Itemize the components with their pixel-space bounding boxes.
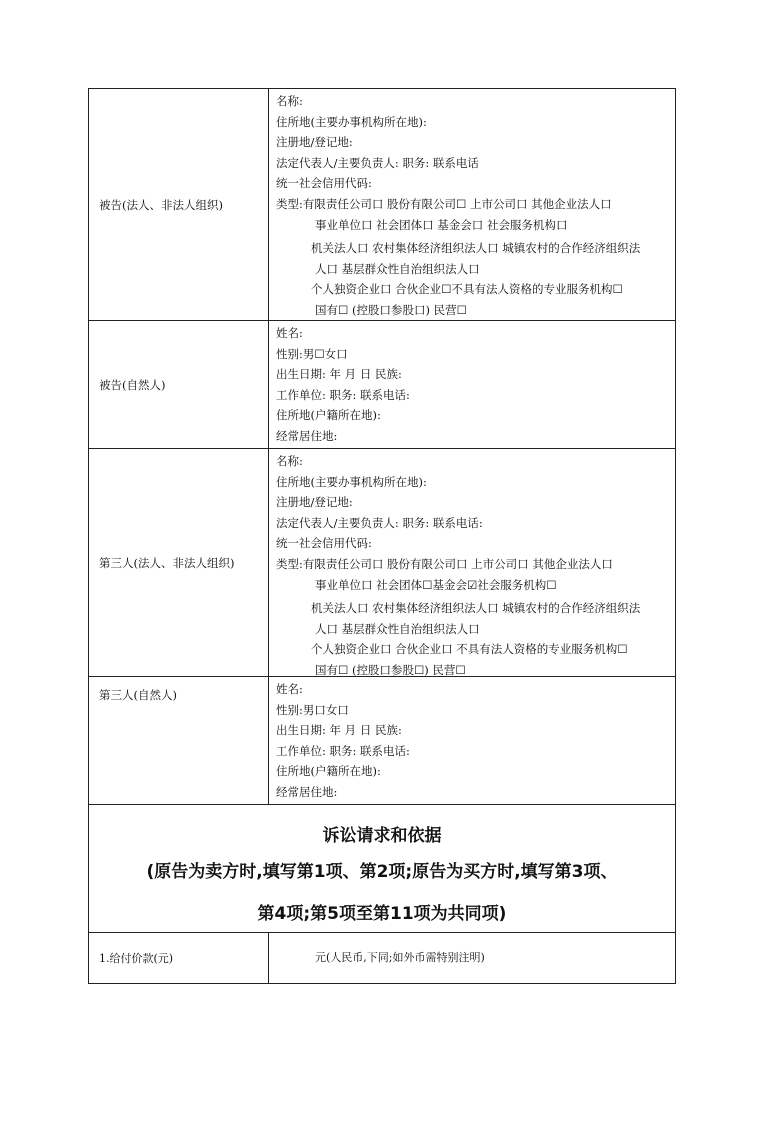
field-registered-address: 注册地/登记地: — [276, 495, 353, 510]
third-party-person-label: 第三人(自然人) — [89, 677, 269, 804]
field-gender: 性别:男☐女口 — [276, 346, 348, 361]
claims-subtitle-line-1: (原告为卖方时,填写第1项、第2项;原告为买方时,填写第3项、 — [146, 862, 618, 882]
item-1-value: 元(人民币,下同;如外币需特别注明) — [315, 951, 485, 964]
field-type: 类型:有限责任公司口 股份有限公司口 上市公司口 其他企业法人口 — [276, 556, 613, 571]
field-employer: 工作单位: 职务: 联系电话: — [276, 387, 410, 402]
third-party-org-label: 第三人(法人、非法人组织) — [89, 449, 269, 676]
defendant-org-fields — [269, 89, 675, 320]
defendant-person-label: 被告(自然人) — [89, 321, 269, 448]
field-credit-code: 统一社会信用代码: — [276, 536, 372, 551]
item-1-row — [89, 933, 675, 983]
field-legal-rep: 法定代表人/主要负责人: 职务: 联系电话 — [276, 155, 479, 170]
third-party-org-row — [89, 449, 675, 677]
field-registered-address: 注册地/登记地: — [276, 135, 353, 150]
field-type-cont: 机关法人口 农村集体经济组织法人口 城镇农村的合作经济组织法 — [311, 241, 641, 256]
claims-subtitle-line-2: 第4项;第5项至第11项为共同项) — [257, 904, 507, 924]
field-type-cont: 个人独资企业口 合伙企业☐不具有法人资格的专业服务机构☐ — [311, 282, 623, 297]
field-domicile: 住所地(户籍所在地): — [276, 764, 381, 779]
third-party-person-row — [89, 677, 675, 805]
field-address: 住所地(主要办事机构所在地): — [276, 474, 427, 489]
field-legal-rep: 法定代表人/主要负责人: 职务: 联系电话: — [276, 515, 483, 530]
defendant-person-fields — [269, 321, 675, 448]
field-employer: 工作单位: 职务: 联系电话: — [276, 743, 410, 758]
claims-heading-row — [89, 805, 675, 933]
field-address: 住所地(主要办事机构所在地): — [276, 114, 427, 129]
claims-title: 诉讼请求和依据 — [322, 826, 442, 846]
field-type-cont: 国有☐ (控股口参股口) 民营☐ — [315, 302, 467, 317]
field-name: 名称: — [276, 94, 303, 108]
field-residence: 经常居住地: — [276, 428, 338, 443]
complaint-form-table — [88, 88, 676, 984]
field-type-cont: 事业单位口 社会团体口 基金会口 社会服务机构口 — [315, 217, 568, 232]
field-type-cont: 个人独资企业口 合伙企业口 不具有法人资格的专业服务机构☐ — [311, 642, 628, 657]
field-type-cont: 人口 基层群众性自治组织法人口 — [315, 621, 480, 636]
field-person-name: 姓名: — [276, 326, 303, 340]
field-gender: 性别:男口女口 — [276, 702, 349, 717]
defendant-org-label: 被告(法人、非法人组织) — [89, 89, 269, 320]
field-type-cont: 国有☐ (控股口参股☐) 民营☐ — [315, 662, 466, 677]
field-type-cont: 事业单位口 社会团体☐基金会☑社会服务机构☐ — [315, 577, 557, 592]
third-party-person-fields — [269, 677, 675, 804]
field-residence: 经常居住地: — [276, 784, 338, 799]
item-1-label: 1.给付价款(元) — [89, 933, 269, 983]
defendant-org-row — [89, 89, 675, 321]
field-birthdate: 出生日期: 年 月 日 民族: — [276, 723, 402, 738]
field-type-cont: 人口 基层群众性自治组织法人口 — [315, 261, 480, 276]
field-birthdate: 出生日期: 年 月 日 民族: — [276, 367, 402, 382]
third-party-org-fields — [269, 449, 675, 676]
field-credit-code: 统一社会信用代码: — [276, 176, 372, 191]
field-name: 名称: — [276, 454, 303, 468]
field-type: 类型:有限责任公司口 股份有限公司☐ 上市公司口 其他企业法人口 — [276, 196, 612, 211]
field-person-name: 姓名: — [276, 682, 303, 696]
defendant-person-row — [89, 321, 675, 449]
field-domicile: 住所地(户籍所在地): — [276, 408, 381, 423]
field-type-cont: 机关法人口 农村集体经济组织法人口 城镇农村的合作经济组织法 — [311, 601, 641, 616]
